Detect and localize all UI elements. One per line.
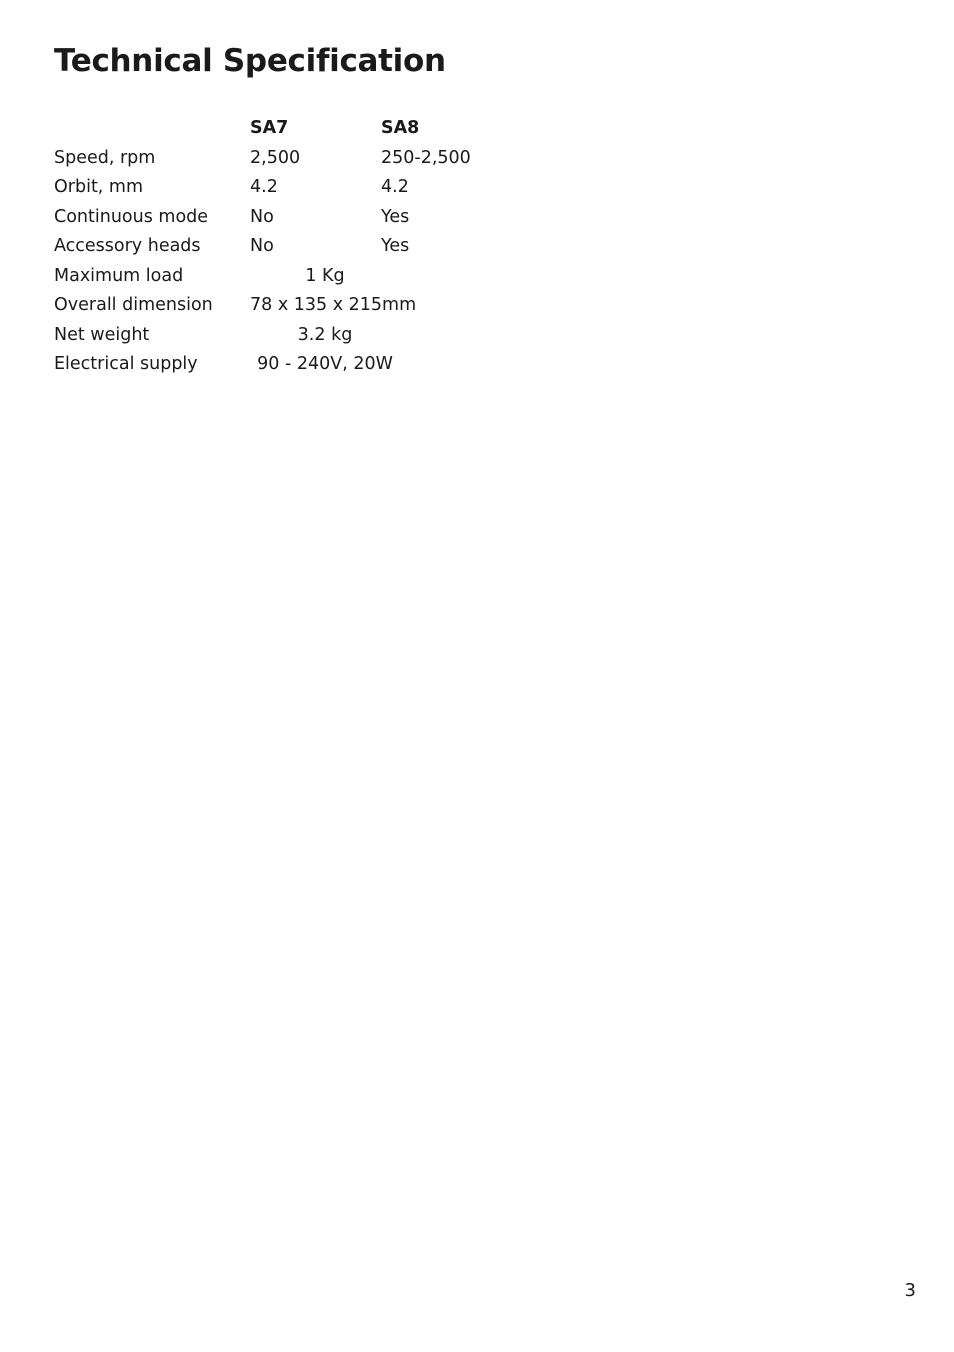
sa8-value: 250-2,500 — [381, 147, 471, 168]
table-row — [54, 321, 494, 351]
table-row — [54, 232, 494, 262]
table-header-row — [54, 114, 494, 144]
column-header-sa7: SA7 — [250, 118, 289, 138]
table-row — [54, 173, 494, 203]
row-label: Net weight — [54, 324, 150, 345]
sa8-value: Yes — [381, 206, 410, 227]
table-row — [54, 203, 494, 233]
page-number: 3 — [904, 1280, 916, 1301]
sa7-value: 2,500 — [250, 147, 301, 168]
sa8-value: 4.2 — [381, 177, 409, 197]
sa7-value: 4.2 — [250, 177, 278, 197]
shared-value: 3.2 kg — [297, 324, 353, 345]
row-label: Speed, rpm — [54, 147, 156, 168]
table-row — [54, 262, 494, 292]
row-label: Electrical supply — [54, 354, 198, 374]
row-label: Accessory heads — [54, 236, 201, 256]
shared-value: 1 Kg — [305, 265, 345, 286]
row-label: Overall dimension — [54, 295, 213, 315]
shared-value: 90 - 240V, 20W — [257, 354, 393, 374]
table-row — [54, 144, 494, 174]
spec-table — [54, 114, 494, 380]
table-row — [54, 291, 494, 321]
column-header-sa8: SA8 — [381, 118, 420, 138]
sa8-value: Yes — [381, 236, 410, 256]
shared-value: 78 x 135 x 215mm — [250, 295, 417, 315]
row-label: Continuous mode — [54, 206, 209, 227]
row-label: Maximum load — [54, 265, 184, 286]
sa7-value: No — [250, 236, 274, 256]
page-title: Technical Specification — [54, 43, 446, 79]
sa7-value: No — [250, 206, 274, 227]
row-label: Orbit, mm — [54, 177, 144, 197]
table-row — [54, 350, 494, 380]
